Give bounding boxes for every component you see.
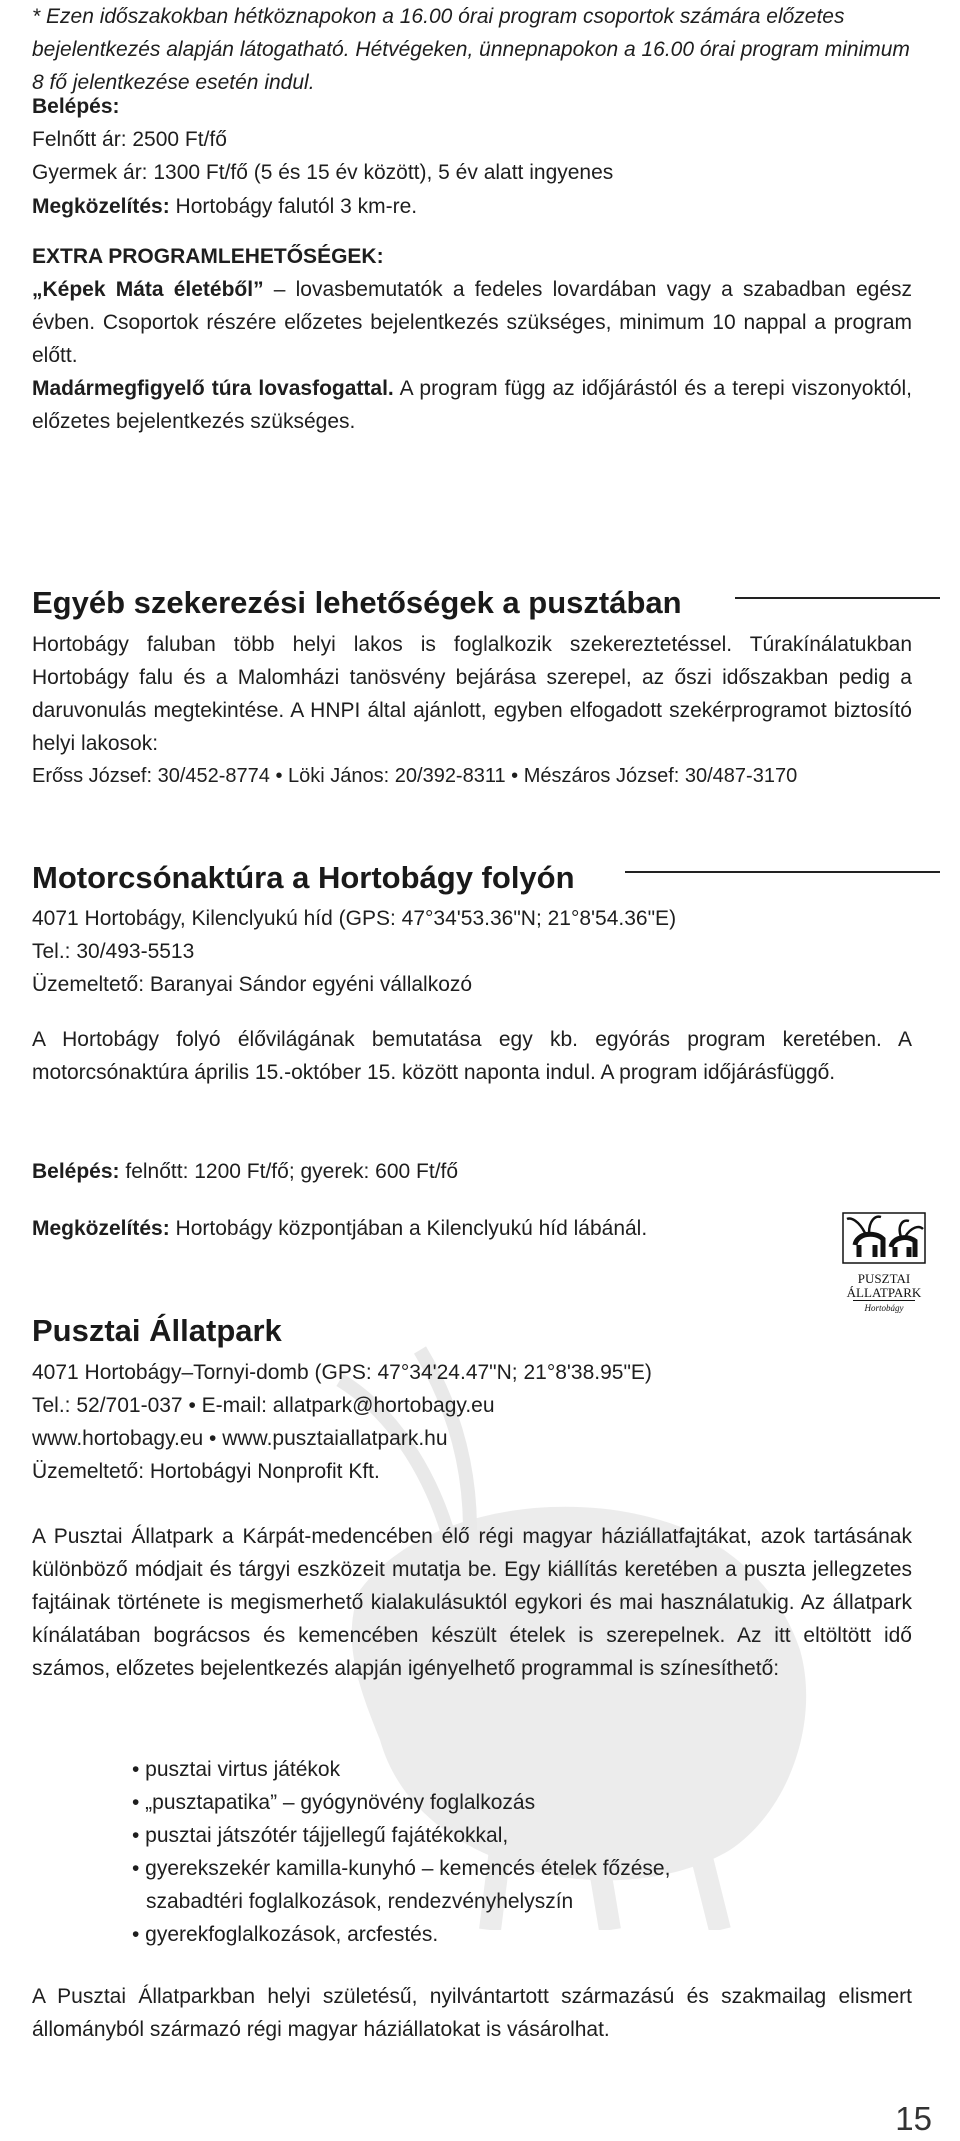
boat-entry-text: felnőtt: 1200 Ft/fő; gyerek: 600 Ft/fő xyxy=(119,1160,459,1183)
park-address: 4071 Hortobágy–Tornyi-domb (GPS: 47°34'24.47"N; 21°8'38.95"E) xyxy=(32,1361,652,1384)
park-closing: A Pusztai Állatparkban helyi születésű, nyilvántartott származású és szakmailag elismert állományból származó régi magyar háziállatokat is vásárolhat. xyxy=(32,1985,912,2041)
page-number: 15 xyxy=(895,2100,932,2137)
intro-extra xyxy=(32,240,912,438)
intro-adult-price: Felnőtt ár: 2500 Ft/fő xyxy=(32,128,227,151)
intro-note: * Ezen időszakokban hétköznapokon a 16.00 órai program csoportok számára előzetes bejelentkezés alapján látogatható. Hétvégeken, ünnepnapokon a 16.00 órai program minimum 8 fő jelentkezése esetén indul. xyxy=(32,5,910,94)
boat-entry-label: Belépés: xyxy=(32,1160,120,1183)
boat-details xyxy=(32,902,912,1001)
intro-extra1-text: – lovasbemutatók a fedeles lovardában vagy a szabadban egész évben. Csoportok részére előzetes bejelentkezés szükséges, minimum 10 nappal a program előtt. xyxy=(32,278,912,367)
park-details xyxy=(32,1356,912,1488)
list-item: • gyerekfoglalkozások, arcfestés. xyxy=(132,1923,439,1946)
section-title-wagon: Egyéb szekerezési lehetőségek a pusztában xyxy=(32,585,682,620)
intro-approach-label: Megközelítés: xyxy=(32,195,170,218)
intro-entry-label: Belépés: xyxy=(32,95,120,118)
pusztai-allatpark-logo xyxy=(835,1205,933,1313)
park-operator: Üzemeltető: Hortobágyi Nonprofit Kft. xyxy=(32,1460,380,1483)
boat-approach-label: Megközelítés: xyxy=(32,1217,170,1240)
park-web: www.hortobagy.eu • www.pusztaiallatpark.hu xyxy=(32,1427,448,1450)
boat-body: A Hortobágy folyó élővilágának bemutatása egy kb. egyórás program keretében. A motorcsónaktúra április 15.-október 15. között naponta indul. A program időjárásfüggő. xyxy=(32,1028,912,1084)
section-title-boat: Motorcsónaktúra a Hortobágy folyón xyxy=(32,860,575,895)
list-item: • gyerekszekér kamilla-kunyhó – kemencés ételek főzése, xyxy=(132,1857,671,1880)
intro-approach-text: Hortobágy falutól 3 km-re. xyxy=(169,195,418,218)
logo-line2: ÁLLATPARK xyxy=(846,1285,922,1300)
intro-entry xyxy=(32,90,912,189)
intro-child-price: Gyermek ár: 1300 Ft/fő (5 és 15 év között), 5 év alatt ingyenes xyxy=(32,161,614,184)
boat-entry xyxy=(32,1155,912,1188)
intro-extra1-title: „Képek Máta életéből” xyxy=(32,278,264,301)
park-contact: Tel.: 52/701-037 • E-mail: allatpark@hortobagy.eu xyxy=(32,1394,495,1417)
section-body-wagon: Hortobágy faluban több helyi lakos is foglalkozik szekereztetéssel. Túrakínálatukban Hortobágy falu és a Malomházi tanösvény bejárása szerepel, az őszi időszakban pedig a daruvonulás megtekintése. A HNPI által ajánlott, egyben elfogadott szekérprogramot biztosító helyi lakosok: xyxy=(32,633,912,755)
intro-extra2-text: A program függ az időjárástól és a terepi viszonyoktól, előzetes bejelentkezés szükséges. xyxy=(32,377,912,433)
animals-icon xyxy=(835,1205,933,1267)
section-title-park: Pusztai Állatpark xyxy=(32,1313,282,1348)
park-body: A Pusztai Állatpark a Kárpát-medencében élő régi magyar háziállatfajtákat, azok tartásának különböző módjait és tárgyi eszközeit mutatja be. Egy kiállítás keretében a puszta jellegzetes fajtáinak története is megismerhető kialakulásuktól egykori és mai használatukig. Az állatpark kínálatában bográcsos és kemencében készült ételek is szerepelnek. Az itt eltöltött idő számos, előzetes bejelentkezés alapján igényelhető programmal is színesíthető: xyxy=(32,1525,912,1680)
intro-extra-label: EXTRA PROGRAMLEHETŐSÉGEK: xyxy=(32,245,384,268)
section-rule-boat xyxy=(625,871,940,873)
intro-approach xyxy=(32,190,912,223)
boat-operator: Üzemeltető: Baranyai Sándor egyéni vállalkozó xyxy=(32,973,473,996)
list-item: szabadtéri foglalkozások, rendezvényhelyszín xyxy=(146,1890,574,1913)
park-program-list xyxy=(132,1753,892,1951)
logo-line1: PUSZTAI xyxy=(857,1271,911,1286)
wagon-contacts: Erőss József: 30/452-8774 • Löki János: 20/392-8311 • Mészáros József: 30/487-3170 xyxy=(32,765,798,787)
boat-approach-text: Hortobágy központjában a Kilenclyukú híd lábánál. xyxy=(169,1217,648,1240)
boat-address: 4071 Hortobágy, Kilenclyukú híd (GPS: 47°34'53.36"N; 21°8'54.36"E) xyxy=(32,907,677,930)
list-item: • pusztai virtus játékok xyxy=(132,1758,341,1781)
list-item: • „pusztapatika” – gyógynövény foglalkozás xyxy=(132,1791,536,1814)
section-rule-wagon xyxy=(735,597,940,599)
logo-text xyxy=(835,1272,933,1315)
intro-extra2-title: Madármegfigyelő túra lovasfogattal. xyxy=(32,377,394,400)
logo-line3: Hortobágy xyxy=(853,1300,915,1315)
boat-phone: Tel.: 30/493-5513 xyxy=(32,940,195,963)
boat-approach xyxy=(32,1212,912,1245)
list-item: • pusztai játszótér tájjellegű fajátékokkal, xyxy=(132,1824,509,1847)
